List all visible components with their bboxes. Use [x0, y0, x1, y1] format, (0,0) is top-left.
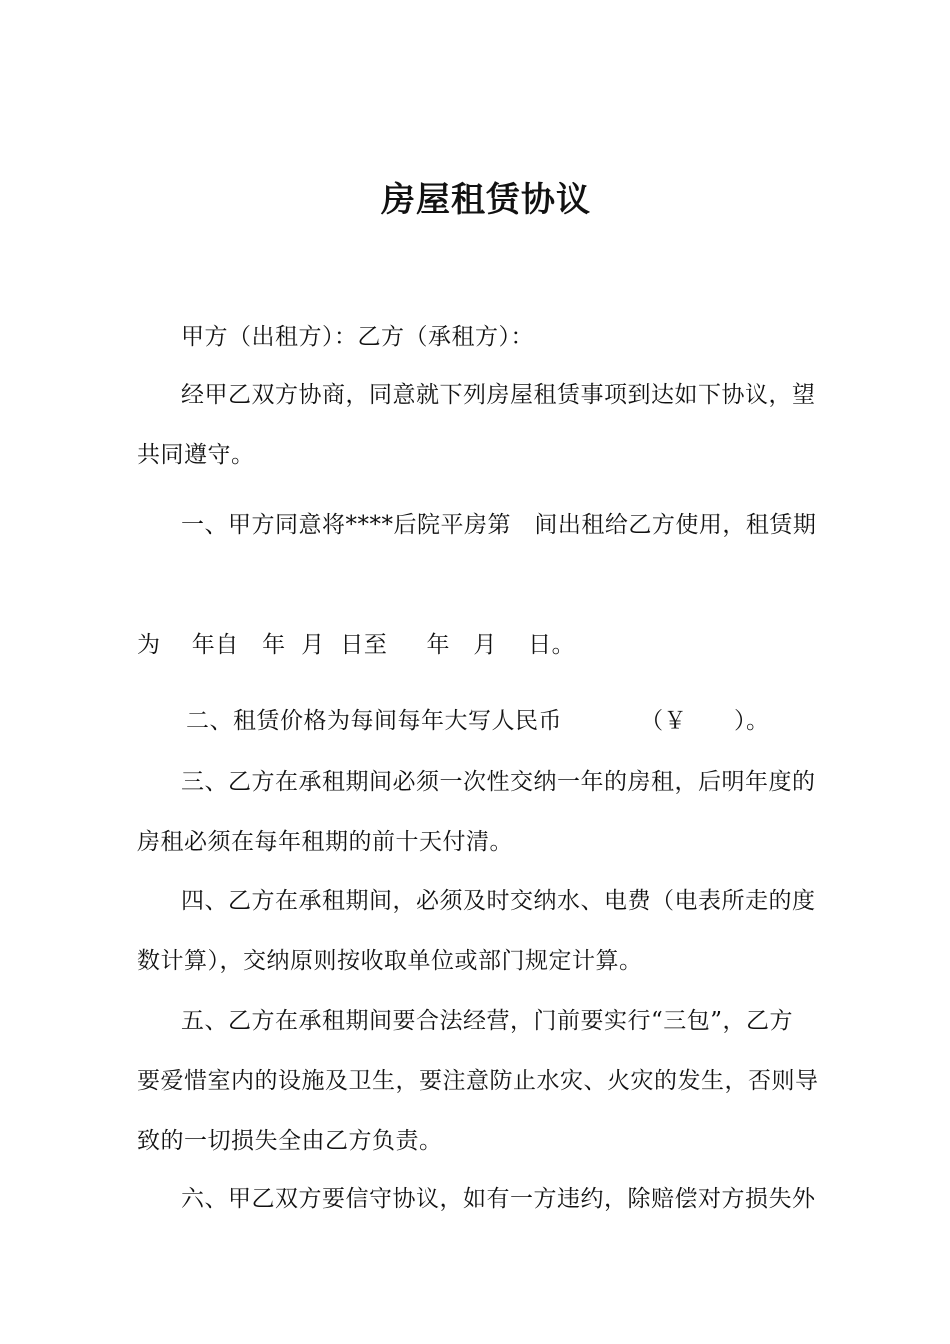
clause-5-line: 致的一切损失全由乙方负责。: [137, 1128, 443, 1154]
clause-4-line: 四、乙方在承租期间，必须及时交纳水、电费（电表所走的度: [181, 888, 816, 914]
clause-1-line: 为 年自 年 月 日至 年 月 日。: [137, 632, 576, 658]
clause-6-line: 六、甲乙双方要信守协议，如有一方违约，除赔偿对方损失外: [181, 1186, 816, 1212]
clause-5-line: 要爱惜室内的设施及卫生，要注意防止水灾、火灾的发生，否则导: [137, 1068, 819, 1094]
paragraph-line: 共同遵守。: [137, 442, 255, 468]
clause-5-line: 五、乙方在承租期间要合法经营，门前要实行“三包”，乙方: [181, 1008, 794, 1034]
clause-1-line: 一、甲方同意将****后院平房第 间出租给乙方使用，租赁期: [181, 512, 817, 538]
party-line: 甲方（出租方）：乙方（承租方）：: [181, 324, 534, 350]
paragraph-line: 经甲乙双方协商，同意就下列房屋租赁事项到达如下协议，望: [181, 382, 816, 408]
clause-3-line: 三、乙方在承租期间必须一次性交纳一年的房租，后明年度的: [181, 769, 816, 795]
document-title: 房屋租赁协议: [381, 180, 591, 220]
clause-2-line: 二、租赁价格为每间每年大写人民币 （￥ ）。: [186, 708, 770, 734]
clause-3-line: 房租必须在每年租期的前十天付清。: [137, 829, 513, 855]
clause-4-line: 数计算），交纳原则按收取单位或部门规定计算。: [137, 948, 643, 974]
